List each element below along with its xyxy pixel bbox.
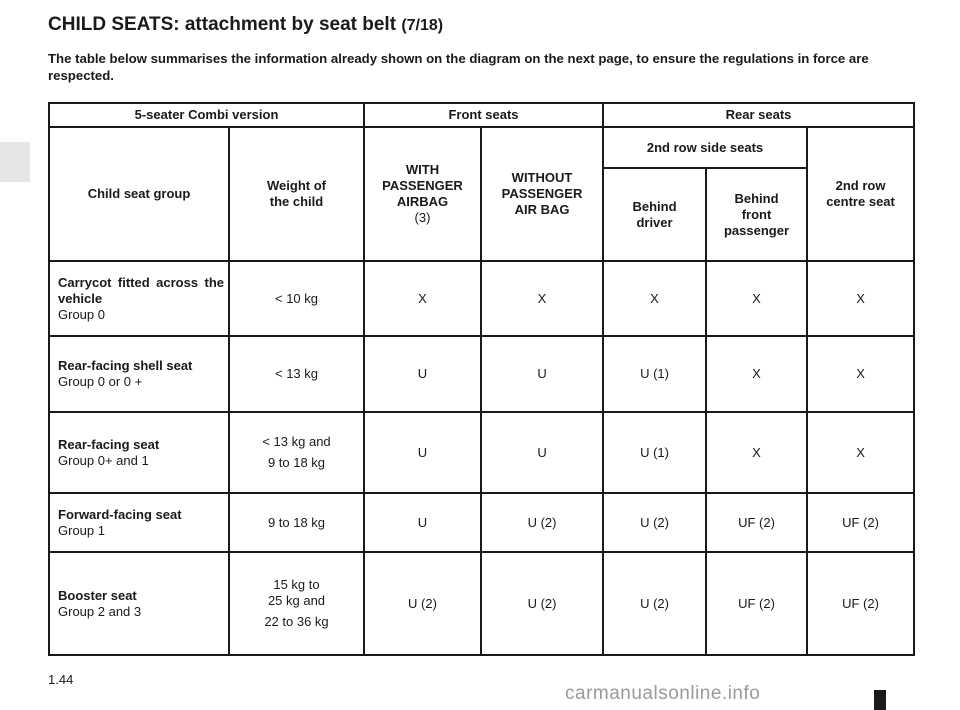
cell-weight-line: 15 kg to bbox=[273, 577, 320, 592]
cell-behind-driver: U (2) bbox=[603, 493, 706, 552]
cell-with-airbag: U bbox=[364, 412, 481, 493]
header-without-airbag-line: PASSENGER bbox=[501, 186, 583, 201]
table-row bbox=[49, 412, 914, 493]
row-seat-name: Rear-facing seat bbox=[58, 436, 160, 452]
cell-weight-line: < 13 kg and bbox=[262, 434, 331, 449]
row-group: Group 1 bbox=[58, 522, 105, 538]
cell-without-airbag: U bbox=[481, 412, 603, 493]
cell-centre: X bbox=[807, 336, 914, 412]
cell-behind-passenger: X bbox=[706, 412, 807, 493]
cell-centre: X bbox=[807, 261, 914, 336]
header-with-airbag bbox=[364, 127, 481, 261]
header-without-airbag-line: WITHOUT bbox=[511, 170, 573, 185]
header-behind-passenger-line: passenger bbox=[723, 222, 790, 238]
cell-without-airbag: U bbox=[481, 336, 603, 412]
table-row bbox=[49, 261, 914, 336]
row-label bbox=[49, 552, 229, 655]
row-seat-name: Carrycot fitted across the vehicle bbox=[58, 274, 224, 306]
cell-with-airbag: U bbox=[364, 493, 481, 552]
header-behind-passenger-line: Behind bbox=[734, 190, 779, 206]
row-seat-name: Rear-facing shell seat bbox=[58, 358, 193, 373]
cell-weight-line: 9 to 18 kg bbox=[267, 455, 326, 470]
header-without-airbag-line: AIR BAG bbox=[514, 202, 570, 217]
row-group: Group 0 or 0 + bbox=[58, 374, 143, 389]
intro-paragraph: The table below summarises the information already shown on the diagram on the next page, to ensure the regulations in force are respected. bbox=[48, 51, 869, 83]
cell-centre: UF (2) bbox=[807, 493, 914, 552]
header-behind-passenger-line: front bbox=[741, 206, 772, 222]
cell-weight: < 10 kg bbox=[229, 261, 364, 336]
airbag-word: AIRBAG bbox=[396, 194, 449, 209]
header-behind-driver bbox=[603, 168, 706, 261]
table-subheader-row bbox=[49, 127, 914, 168]
header-version: 5-seater Combi version bbox=[49, 103, 364, 127]
header-second-row-side: 2nd row side seats bbox=[603, 127, 807, 168]
table-row bbox=[49, 336, 914, 412]
table-header-row bbox=[49, 103, 914, 127]
table-row bbox=[49, 552, 914, 655]
row-label bbox=[49, 493, 229, 552]
page-title bbox=[48, 14, 443, 36]
cell-with-airbag: X bbox=[364, 261, 481, 336]
cell-with-airbag: U (2) bbox=[364, 552, 481, 655]
section-tab bbox=[0, 142, 30, 182]
header-behind-driver-line: Behind bbox=[632, 198, 677, 214]
airbag-note: (3) bbox=[414, 210, 431, 225]
row-seat-name: Booster seat bbox=[58, 587, 137, 603]
cell-weight bbox=[229, 552, 364, 655]
cell-without-airbag: U (2) bbox=[481, 552, 603, 655]
cell-without-airbag: X bbox=[481, 261, 603, 336]
header-rear-seats: Rear seats bbox=[603, 103, 914, 127]
header-weight-line: the child bbox=[269, 194, 324, 209]
cell-behind-driver: X bbox=[603, 261, 706, 336]
row-group: Group 2 and 3 bbox=[58, 603, 142, 619]
cell-weight bbox=[229, 412, 364, 493]
cell-behind-passenger: X bbox=[706, 261, 807, 336]
cell-weight-line: 22 to 36 kg bbox=[264, 614, 329, 629]
cell-without-airbag: U (2) bbox=[481, 493, 603, 552]
header-without-airbag bbox=[481, 127, 603, 261]
cell-behind-passenger: UF (2) bbox=[706, 552, 807, 655]
header-centre-line: 2nd row bbox=[835, 178, 886, 193]
title-text: CHILD SEATS: attachment by seat belt bbox=[48, 14, 397, 35]
cell-weight: < 13 kg bbox=[229, 336, 364, 412]
header-centre-line: centre seat bbox=[826, 194, 895, 209]
row-group: Group 0+ and 1 bbox=[58, 452, 149, 468]
header-behind-driver-line: driver bbox=[636, 214, 673, 230]
page-number: 1.44 bbox=[48, 672, 74, 687]
cell-behind-driver: U (1) bbox=[603, 336, 706, 412]
header-child-seat-group: Child seat group bbox=[49, 127, 229, 261]
header-second-row-centre bbox=[807, 127, 914, 261]
header-weight-line: Weight of bbox=[267, 178, 326, 193]
cell-with-airbag: U bbox=[364, 336, 481, 412]
corner-mark bbox=[874, 690, 886, 710]
cell-behind-passenger: UF (2) bbox=[706, 493, 807, 552]
cell-behind-driver: U (1) bbox=[603, 412, 706, 493]
row-label bbox=[49, 336, 229, 412]
cell-centre: X bbox=[807, 412, 914, 493]
header-with-airbag-line: PASSENGER bbox=[382, 178, 463, 193]
row-label bbox=[49, 261, 229, 336]
row-label bbox=[49, 412, 229, 493]
row-seat-name: Forward-facing seat bbox=[58, 506, 182, 522]
child-seat-table bbox=[48, 102, 915, 656]
header-weight bbox=[229, 127, 364, 261]
watermark: carmanualsonline.info bbox=[565, 683, 761, 704]
page-indicator: (7/18) bbox=[401, 17, 444, 34]
cell-centre: UF (2) bbox=[807, 552, 914, 655]
header-front-seats: Front seats bbox=[364, 103, 603, 127]
header-behind-passenger bbox=[706, 168, 807, 261]
cell-weight-line: 25 kg and bbox=[267, 593, 326, 608]
header-with-airbag-line bbox=[369, 194, 476, 226]
cell-behind-driver: U (2) bbox=[603, 552, 706, 655]
cell-weight: 9 to 18 kg bbox=[229, 493, 364, 552]
row-group: Group 0 bbox=[58, 306, 105, 322]
header-with-airbag-line: WITH bbox=[405, 162, 440, 177]
cell-behind-passenger: X bbox=[706, 336, 807, 412]
table-row bbox=[49, 493, 914, 552]
